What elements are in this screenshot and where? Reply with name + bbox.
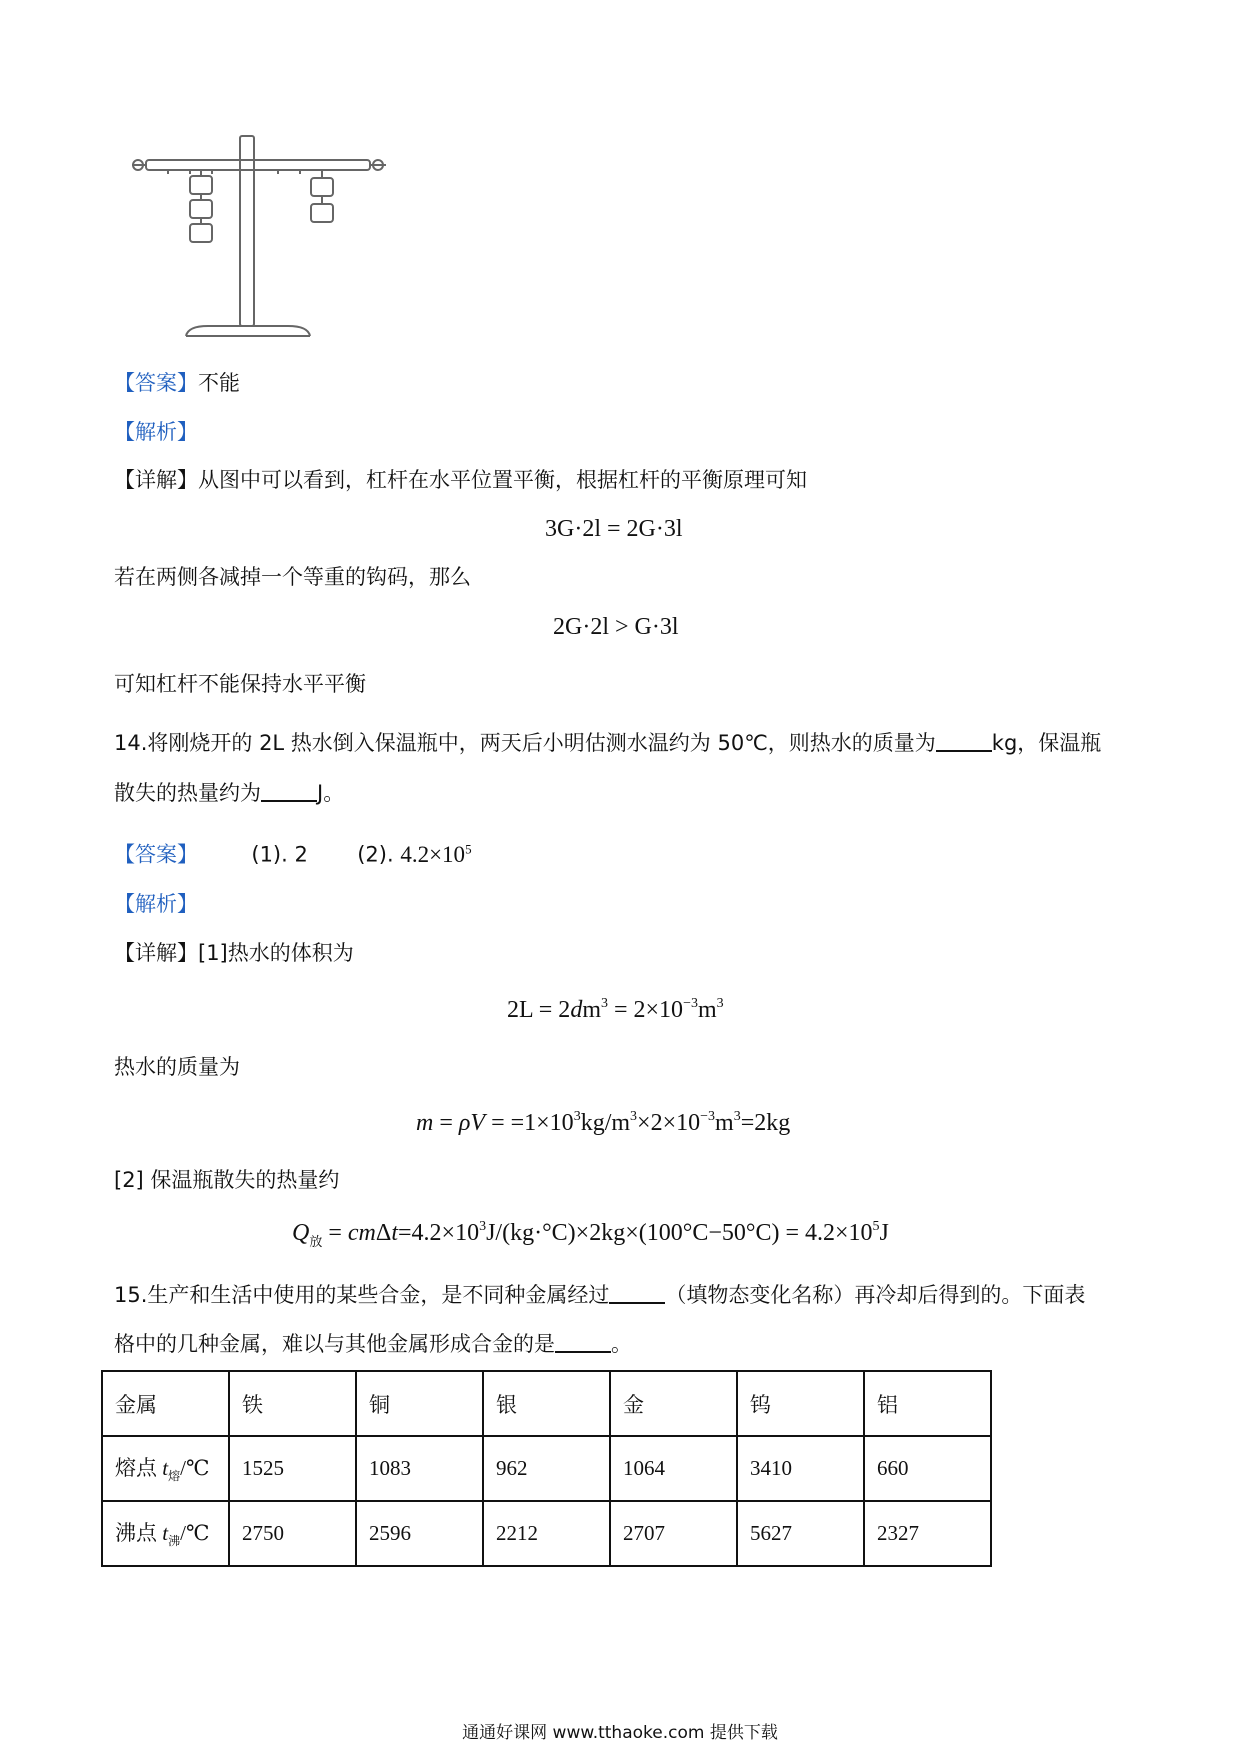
q13-equation-1: 3G·2l = 2G·3l [545,516,683,542]
q14-equation-heat: $Q_放 = cm\Delta t=4.2\times 10^3J/(kg\cdot^\circ C)\times 2kg\times(100^\circ C-50^\circ C) = 4.2\times 10^5J$ [292,1219,889,1249]
metal-cell: 金 [610,1371,737,1436]
melting-unit: /℃ [180,1456,210,1481]
q14-text-heat: [2] 保温瓶散失的热量约 [114,1168,340,1192]
boiling-cell: 2750 [229,1501,356,1566]
metal-cell: 钨 [737,1371,864,1436]
q14-answer-2-label: (2). [357,842,394,867]
melting-cell: 3410 [737,1436,864,1501]
q13-answer-line [114,369,240,397]
answer-tag: 【答案】 [114,842,198,867]
header-cell: 金属 [102,1371,229,1436]
detail-tag: 【详解】 [114,941,198,965]
melting-cell: 1083 [356,1436,483,1501]
q13-equation-2: 2G·2l > G·3l [553,614,679,640]
q13-analysis-line [114,418,198,446]
q14-text-mass: 热水的质量为 [114,1055,240,1079]
q14-question-line-1 [114,729,1101,757]
q13-detail-text: 从图中可以看到，杠杆在水平位置平衡，根据杠杆的平衡原理可知 [198,468,807,492]
lever-balance-figure [128,128,438,350]
q14-text-b: kg，保温瓶 [991,731,1102,755]
table-row-header [102,1371,991,1436]
q14-equation-mass: $m = \rho V = =1\times 10^3kg/m^3\times 2\times 10^{-3}m^3=2kg$ [416,1109,791,1136]
q14-blank-1 [936,730,992,752]
q15-question-line-2 [114,1330,632,1358]
q13-answer: 不能 [198,371,240,395]
analysis-tag: 【解析】 [114,892,198,916]
melting-label-cell: 熔点 $t_熔/℃$ [102,1436,229,1501]
boiling-label: 沸点 [115,1521,157,1546]
analysis-tag: 【解析】 [114,420,198,444]
boiling-cell: 2212 [483,1501,610,1566]
q14-analysis-line [114,890,198,918]
melting-sub: 熔 [168,1469,181,1484]
q15-text-d: 。 [611,1332,632,1356]
q13-conclusion: 可知杠杆不能保持水平平衡 [114,672,366,696]
metal-cell: 铝 [864,1371,991,1436]
q14-detail-line [114,939,354,967]
boiling-unit: /℃ [180,1521,210,1546]
q15-text-c: 格中的几种金属，难以与其他金属形成合金的是 [114,1332,555,1356]
melting-label: 熔点 [115,1456,157,1481]
q14-text-d: J。 [317,781,345,805]
melting-cell: 1525 [229,1436,356,1501]
q15-blank-1 [609,1282,665,1304]
boiling-sub: 沸 [168,1534,181,1549]
q14-text-a: 14.将刚烧开的 2L 热水倒入保温瓶中，两天后小明估测水温约为 50℃，则热水的质量为 [114,731,936,755]
q13-text-2: 若在两侧各减掉一个等重的钩码，那么 [114,565,471,589]
table-row-boiling [102,1501,991,1566]
q13-detail-line [114,466,807,494]
answer-tag: 【答案】 [114,371,198,395]
q14-answer-1: (1). 2 [251,842,308,867]
q14-equation-volume: $2L = 2dm^3 = 2\times 10^{-3}m^3$ [507,996,724,1023]
melting-cell: 962 [483,1436,610,1501]
boiling-cell: 5627 [737,1501,864,1566]
boiling-cell: 2596 [356,1501,483,1566]
q15-text-a: 15.生产和生活中使用的某些合金，是不同种金属经过 [114,1283,610,1307]
metal-cell: 银 [483,1371,610,1436]
q15-question-line-1 [114,1281,1085,1309]
metal-cell: 铜 [356,1371,483,1436]
q15-blank-2 [555,1331,611,1353]
metal-cell: 铁 [229,1371,356,1436]
q14-question-line-2 [114,779,344,807]
melting-cell: 660 [864,1436,991,1501]
q14-blank-2 [261,780,317,802]
metal-properties-table [101,1370,992,1567]
q15-text-b: （填物态变化名称）再冷却后得到的。下面表 [665,1283,1086,1307]
boiling-cell: 2707 [610,1501,737,1566]
melting-cell: 1064 [610,1436,737,1501]
q14-answer-2-exponent: 5 [465,841,472,856]
page-footer: 通通好课网 www.tthaoke.com 提供下载 [462,1723,778,1743]
boiling-cell: 2327 [864,1501,991,1566]
q14-detail-text: [1]热水的体积为 [198,941,354,965]
detail-tag: 【详解】 [114,468,198,492]
q14-answer-line [114,835,472,869]
boiling-label-cell: 沸点 $t_沸/℃$ [102,1501,229,1566]
q14-text-c: 散失的热量约为 [114,781,261,805]
q14-answer-2-mantissa: 4.2×10 [400,841,466,867]
q14-answer-2-value [400,842,471,867]
table-row-melting [102,1436,991,1501]
